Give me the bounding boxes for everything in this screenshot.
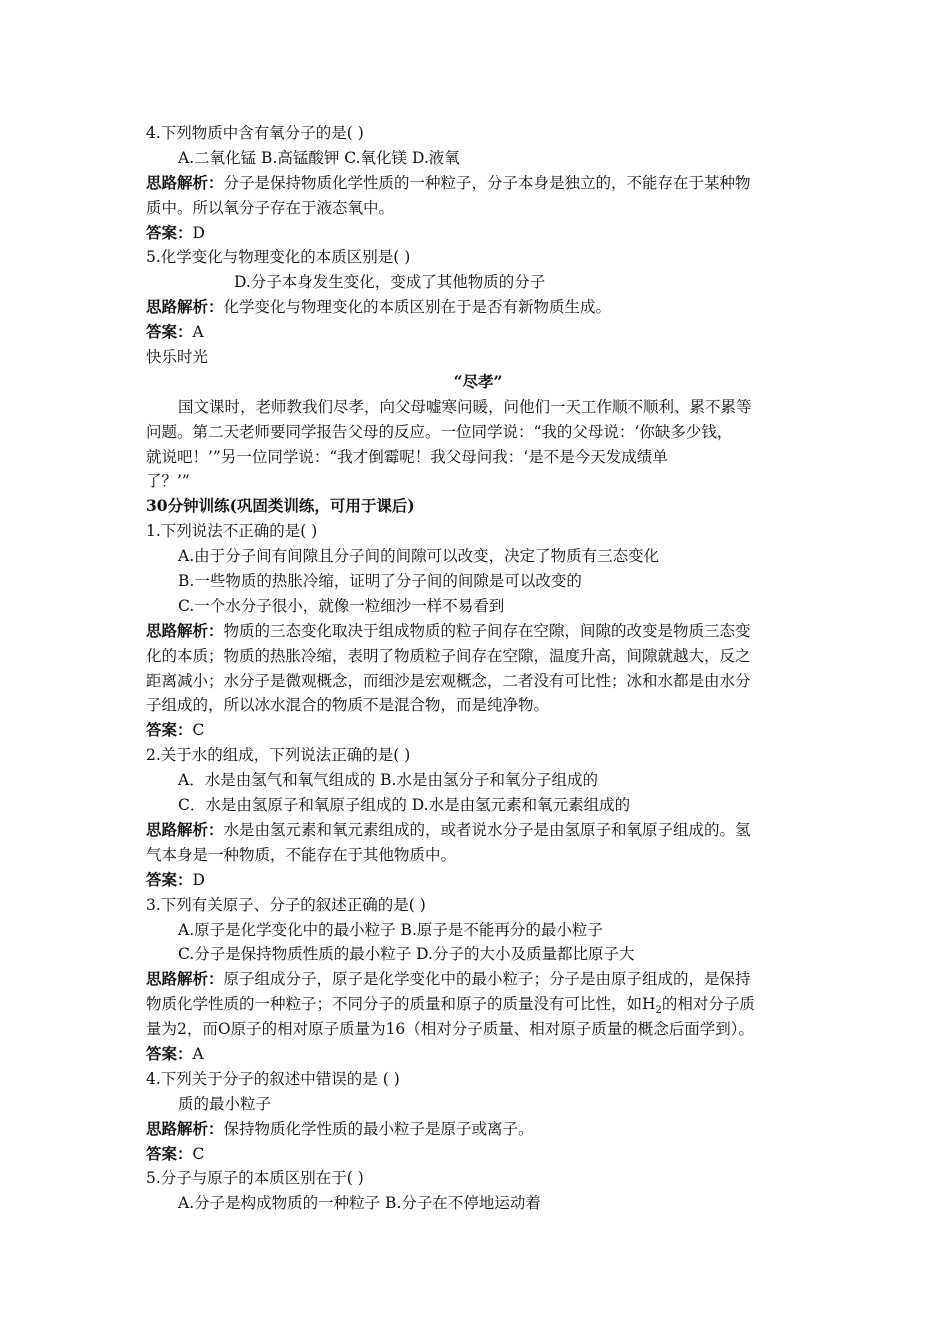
question-4-analysis-2: 质中。所以氧分子存在于液态氧中。 — [146, 198, 395, 217]
analysis-text-tail: 的相对分子质 — [661, 995, 755, 1014]
story-title: “尽孝” — [453, 371, 503, 391]
analysis-label: 思路解析： — [146, 969, 224, 989]
q3-options-ab: A.原子是化学变化中的最小粒子 B.原子是不能再分的最小粒子 — [178, 920, 603, 939]
question-4-stem: 4.下列物质中含有氧分子的是( ) — [146, 124, 364, 142]
analysis-text: 分子是保持物质化学性质的一种粒子，分子本身是独立的，不能存在于某种物 — [223, 173, 751, 192]
answer-value: C — [192, 1144, 205, 1163]
analysis-label: 思路解析： — [146, 819, 224, 839]
answer-label: 答案： — [146, 1043, 193, 1063]
q4-analysis — [146, 1117, 810, 1142]
q2-options-cd: C．水是由氢原子和氧原子组成的 D.水是由氢元素和氧元素组成的 — [178, 796, 631, 815]
question-4-analysis-1 — [146, 171, 810, 196]
analysis-label: 思路解析： — [146, 620, 224, 640]
q2-analysis-1 — [146, 818, 810, 843]
q3-options-cd: C.分子是保持物质性质的最小粒子 D.分子的大小及质量都比原子大 — [178, 945, 635, 964]
q4-answer — [146, 1142, 810, 1167]
analysis-text: 水是由氢元素和氧元素组成的，或者说水分子是由氢原子和氧原子组成的。氢 — [223, 820, 751, 839]
q3-answer — [146, 1042, 810, 1067]
q3-stem: 3.下列有关原子、分子的叙述正确的是( ) — [146, 895, 426, 914]
answer-label: 答案： — [146, 720, 193, 740]
q1-analysis-1 — [146, 619, 810, 644]
document-body — [146, 121, 810, 1216]
q1-stem: 1.下列说法不正确的是( ) — [146, 522, 318, 541]
q5-stem: 5.分子与原子的本质区别在于( ) — [146, 1169, 364, 1188]
q1-analysis-4: 子组成的，所以冰水混合的物质不是混合物，而是纯净物。 — [146, 696, 550, 715]
story-line-4: 了？’” — [146, 472, 190, 491]
analysis-label: 思路解析： — [146, 1118, 224, 1138]
q4-stem: 4.下列关于分子的叙述中错误的是 ( ) — [146, 1069, 400, 1088]
question-4-answer — [146, 221, 810, 246]
q1-answer — [146, 718, 810, 743]
question-4-options: A.二氧化锰 B.高锰酸钾 C.氧化镁 D.液氧 — [178, 148, 460, 167]
story-line-3: 就说吧！’”另一位同学说：“我才倒霉呢！我父母问我：‘是不是今天发成绩单 — [146, 447, 668, 466]
q2-analysis-2: 气本身是一种物质，不能存在于其他物质中。 — [146, 845, 457, 864]
section-heading-30min: 30分钟训练(巩固类训练，可用于课后) — [146, 496, 415, 516]
analysis-text: 化学变化与物理变化的本质区别在于是否有新物质生成。 — [223, 298, 612, 317]
question-5-analysis — [146, 295, 810, 320]
analysis-text: 保持物质化学性质的最小粒子是原子或离子。 — [223, 1119, 534, 1138]
question-5-option-d: D.分子本身发生变化，变成了其他物质的分子 — [234, 273, 546, 292]
answer-label: 答案： — [146, 222, 193, 242]
q1-analysis-2: 化的本质；物质的热胀冷缩，表明了物质粒子间存在空隙，温度升高，间隙就越大，反之 — [146, 646, 751, 665]
q2-options-ab: A．水是由氢气和氧气组成的 B.水是由氢分子和氧分子组成的 — [178, 771, 598, 790]
q3-analysis-2 — [146, 992, 810, 1017]
question-5-answer — [146, 320, 810, 345]
answer-label: 答案： — [146, 322, 193, 342]
answer-value: A — [192, 1044, 204, 1063]
analysis-label: 思路解析： — [146, 172, 224, 192]
q1-analysis-3: 距离减小；水分子是微观概念，而细沙是宏观概念，二者没有可比性；冰和水都是由水分 — [146, 671, 751, 690]
q1-option-c: C.一个水分子很小，就像一粒细沙一样不易看到 — [178, 596, 505, 615]
analysis-text: 物质的三态变化取决于组成物质的粒子间存在空隙，间隙的改变是物质三态变 — [223, 621, 751, 640]
q3-analysis-3: 量为2，而O原子的相对原子质量为16（相对分子质量、相对原子质量的概念后面学到）。 — [146, 1020, 755, 1039]
answer-value: C — [192, 721, 205, 740]
answer-value: D — [192, 870, 205, 889]
happy-time-heading: 快乐时光 — [146, 348, 209, 367]
q1-option-a: A.由于分子间有间隙且分子间的间隙可以改变，决定了物质有三态变化 — [178, 547, 660, 566]
answer-value: A — [192, 323, 204, 342]
answer-label: 答案： — [146, 869, 193, 889]
q5-options-ab: A.分子是构成物质的一种粒子 B.分子在不停地运动着 — [178, 1194, 541, 1213]
question-5-stem: 5.化学变化与物理变化的本质区别是( ) — [146, 248, 411, 267]
q1-option-b: B.一些物质的热胀冷缩，证明了分子间的间隙是可以改变的 — [178, 572, 582, 591]
analysis-label: 思路解析： — [146, 297, 224, 317]
q4-option-fragment: 质的最小粒子 — [178, 1094, 272, 1113]
analysis-text: 物质化学性质的一种粒子；不同分子的质量和原子的质量没有可比性，如 — [146, 995, 643, 1014]
q2-stem: 2.关于水的组成，下列说法正确的是( ) — [146, 746, 411, 765]
story-line-1: 国文课时，老师教我们尽孝，向父母嘘寒问暖，问他们一天工作顺不顺利、累不累等 — [178, 397, 752, 416]
analysis-text: 原子组成分子，原子是化学变化中的最小粒子；分子是由原子组成的，是保持 — [223, 970, 751, 989]
story-line-2: 问题。第二天老师要同学报告父母的反应。一位同学说：“我的父母说：‘你缺多少钱， — [146, 422, 733, 441]
answer-label: 答案： — [146, 1143, 193, 1163]
q3-analysis-1 — [146, 967, 810, 992]
h-symbol: H — [642, 995, 656, 1014]
q2-answer — [146, 868, 810, 893]
h-subscript: 2 — [655, 1005, 662, 1017]
answer-value: D — [192, 223, 205, 242]
